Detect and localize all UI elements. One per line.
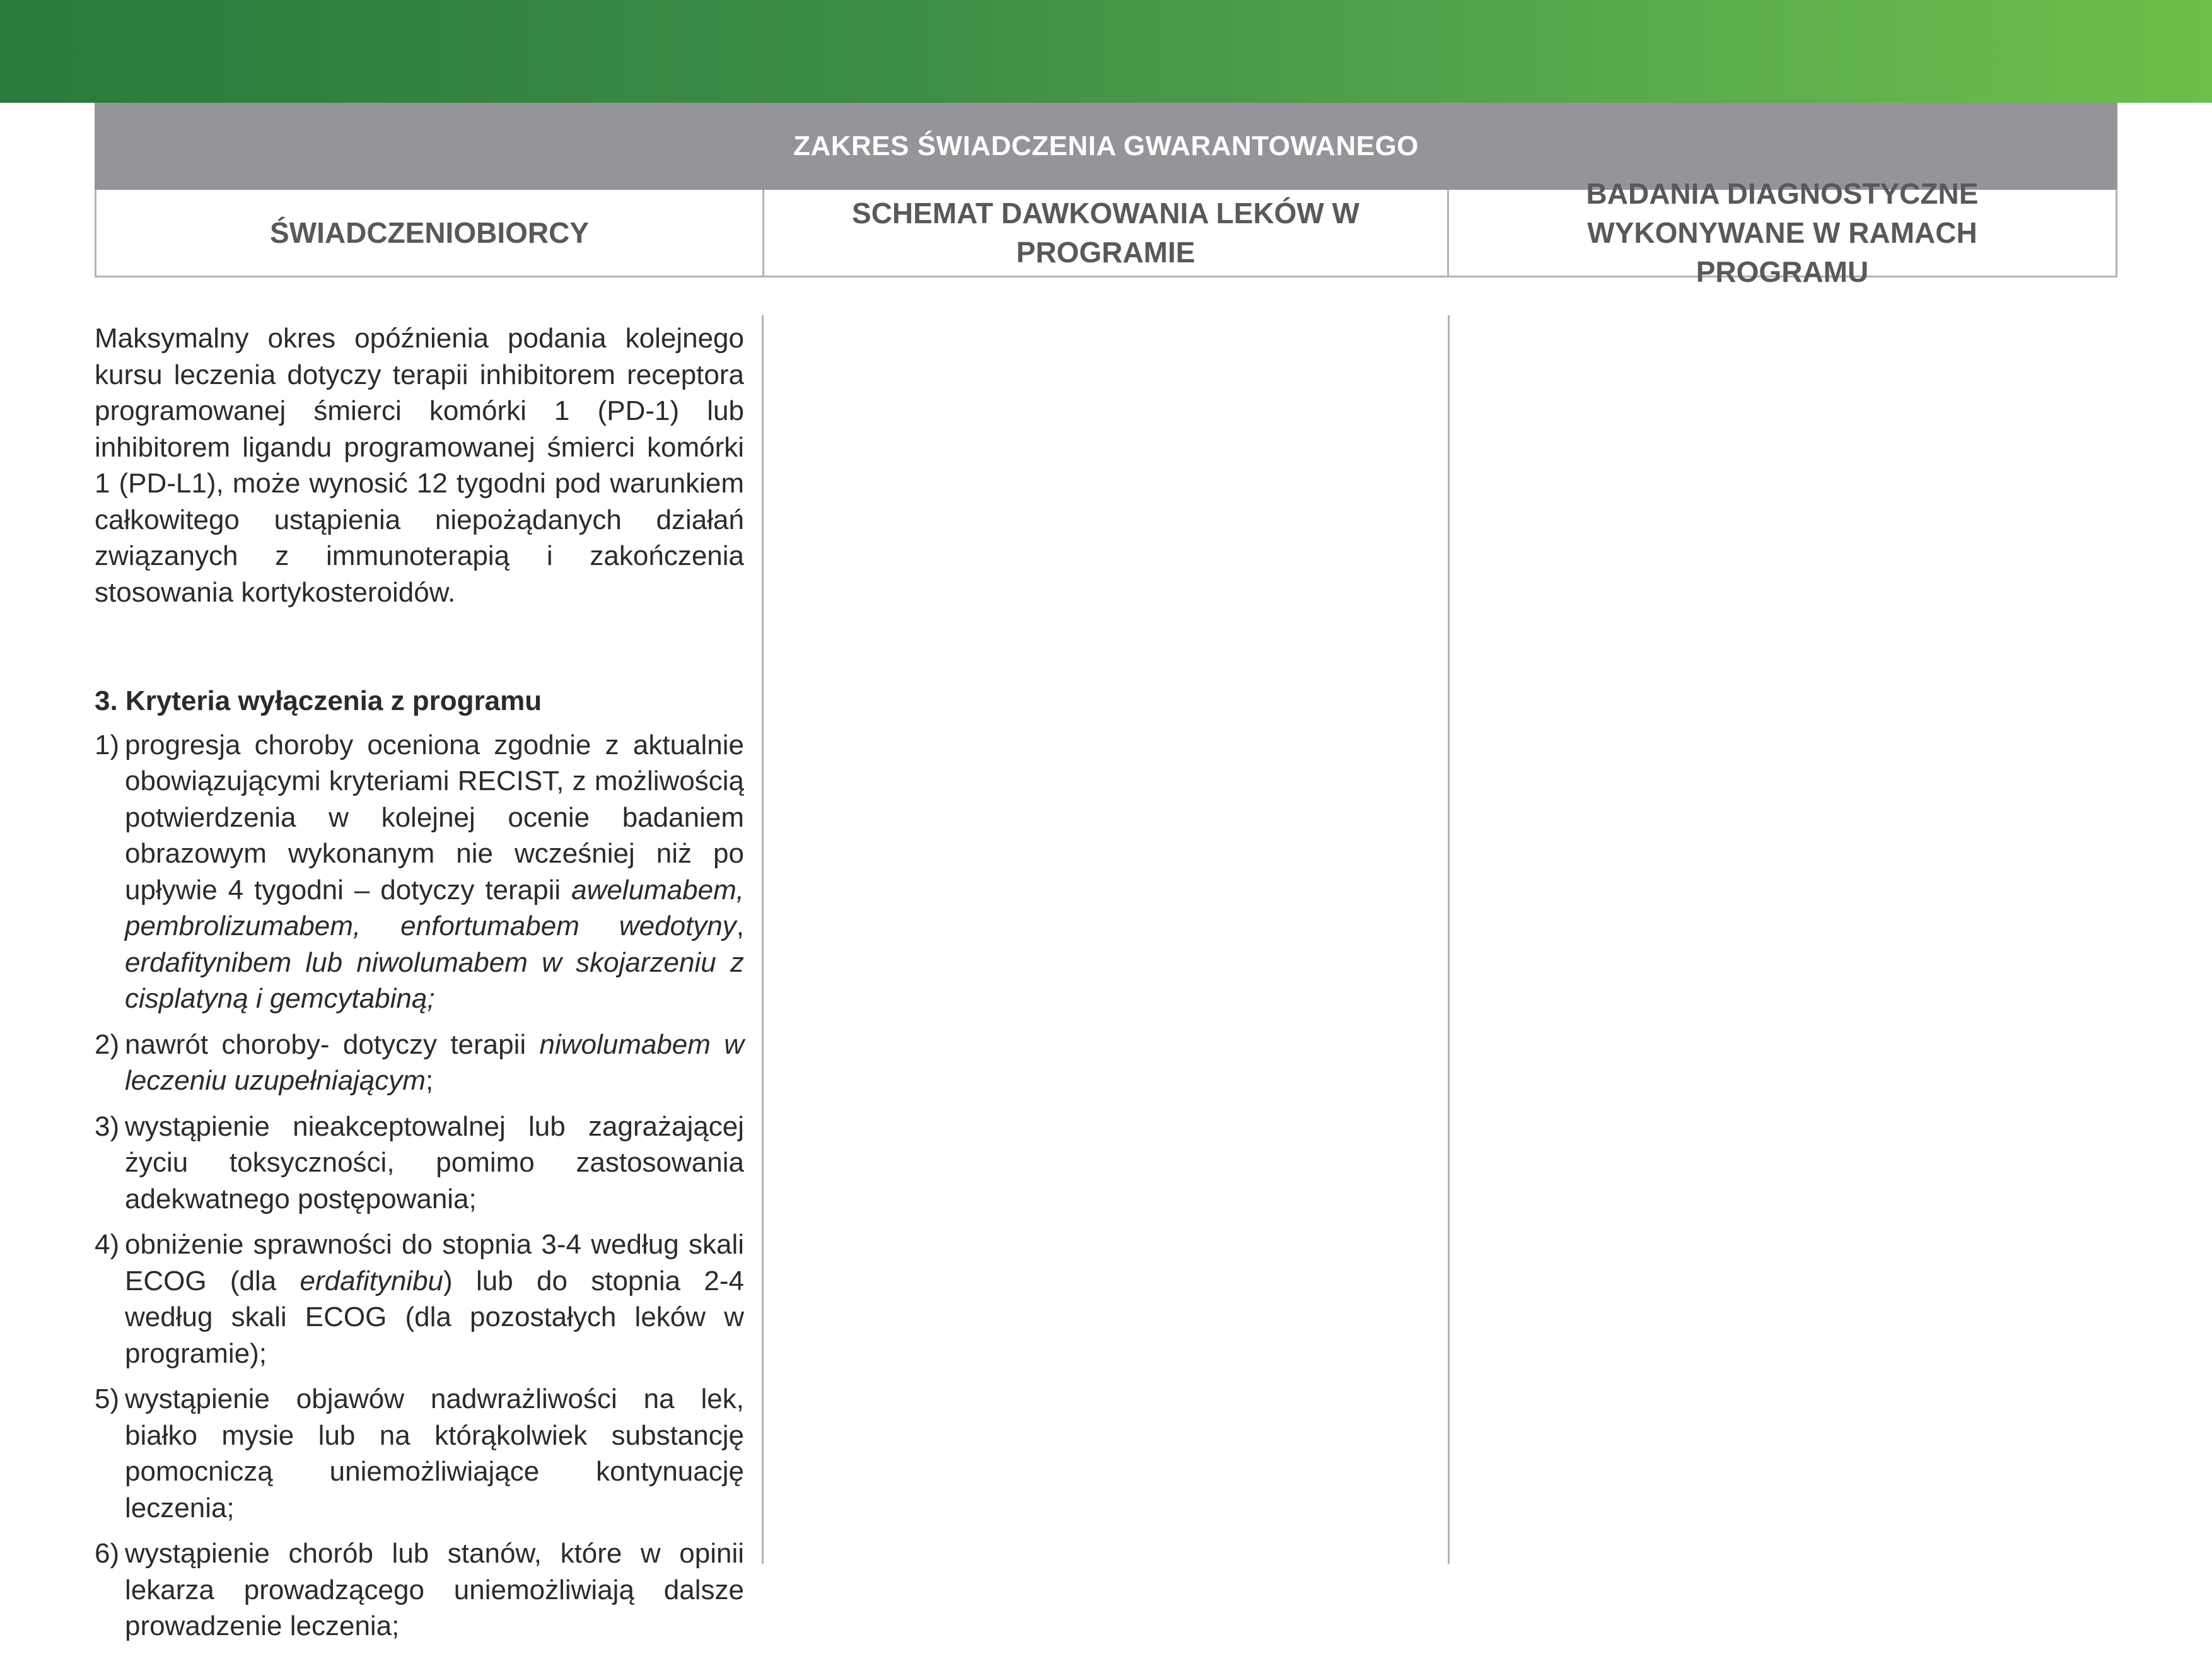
list-item-italic: erdafitynibu — [300, 1265, 444, 1296]
list-item-text: wystąpienie objawów nadwrażliwości na lek, białko mysie lub na którąkolwiek substancję pomocniczą uniemożliwiające kontynuację leczenia; — [125, 1383, 744, 1523]
list-item — [95, 1027, 744, 1099]
list-item-text: wystąpienie nieakceptowalnej lub zagrażającej życiu toksyczności, pomimo zastosowania adekwatnego postępowania; — [125, 1110, 744, 1214]
column-headers — [95, 177, 2117, 288]
list-item-number: 2) — [95, 1028, 120, 1060]
table-header — [95, 103, 2117, 288]
list-item-number: 3) — [95, 1110, 120, 1142]
list-item-text: , — [736, 911, 744, 941]
list-item — [95, 1381, 744, 1526]
section-heading: 3. Kryteria wyłączenia z programu — [95, 685, 542, 716]
list-item-italic: awelumabem, pembrolizumabem, enfortumabem wedotyny — [125, 874, 744, 941]
list-item-text: progresja choroby oceniona zgodnie z aktualnie obowiązującymi kryteriami RECIST, z możliwością potwierdzenia w kolejnej ocenie badaniem obrazowym wykonanym nie wcześniej niż po upływie 4 tygodni – dotyczy terapii — [125, 729, 744, 906]
column-header-diagnostic-tests-label: BADANIA DIAGNOSTYCZNE WYKONYWANE W RAMACH PROGRAMU — [1586, 177, 1979, 288]
list-item-text: nawrót choroby- dotyczy terapii — [125, 1028, 540, 1060]
column-divider-1 — [762, 315, 764, 1564]
list-item-number: 5) — [95, 1383, 120, 1414]
table-title: ZAKRES ŚWIADCZENIA GWARANTOWANEGO — [95, 103, 2117, 190]
top-color-band — [0, 0, 2212, 103]
list-item — [95, 727, 744, 1017]
column-divider-2 — [1448, 315, 1450, 1564]
list-item — [95, 1226, 744, 1372]
list-item-text: ) lub do stopnia 2-4 według skali ECOG (dla pozostałych leków w programie); — [125, 1265, 745, 1369]
list-item-number: 4) — [95, 1229, 120, 1260]
list-item-italic: niwolumabem w leczeniu uzupełniającym — [125, 1028, 744, 1096]
list-item-number: 6) — [95, 1538, 120, 1569]
list-item — [95, 1109, 744, 1218]
list-item — [95, 1535, 744, 1645]
list-item-text: wystąpienie chorób lub stanów, które w opinii lekarza prowadzącego uniemożliwiają dalsze prowadzenie leczenia; — [125, 1538, 744, 1641]
intro-paragraph: Maksymalny okres opóźnienia podania kolejnego kursu leczenia dotyczy terapii inhibitorem receptora programowanej śmierci komórki 1 (PD-1) lub inhibitorem ligandu programowanej śmierci komórki 1 (PD-L1), może wynosić 12 tygodni pod warunkiem całkowitego ustąpienia niepożądanych działań związanych z immunoterapią i zakończenia stosowania kortykosteroidów. — [95, 323, 744, 608]
beneficiaries-column-content — [95, 320, 744, 1654]
list-item-text: obniżenie sprawności do stopnia 3-4 według skali ECOG (dla — [125, 1229, 744, 1296]
column-header-diagnostic-tests — [1447, 177, 2116, 288]
column-header-beneficiaries: ŚWIADCZENIOBIORCY — [270, 216, 589, 249]
exclusion-criteria-list — [95, 727, 744, 1645]
list-item-number: 1) — [95, 729, 120, 760]
column-header-dosing-schedule: SCHEMAT DAWKOWANIA LEKÓW W PROGRAMIE — [762, 190, 1447, 276]
list-item-italic: erdafitynibem lub niwolumabem w skojarzeniu z cisplatyną i gemcytabiną; — [125, 946, 744, 1014]
list-item-text: ; — [425, 1065, 434, 1096]
